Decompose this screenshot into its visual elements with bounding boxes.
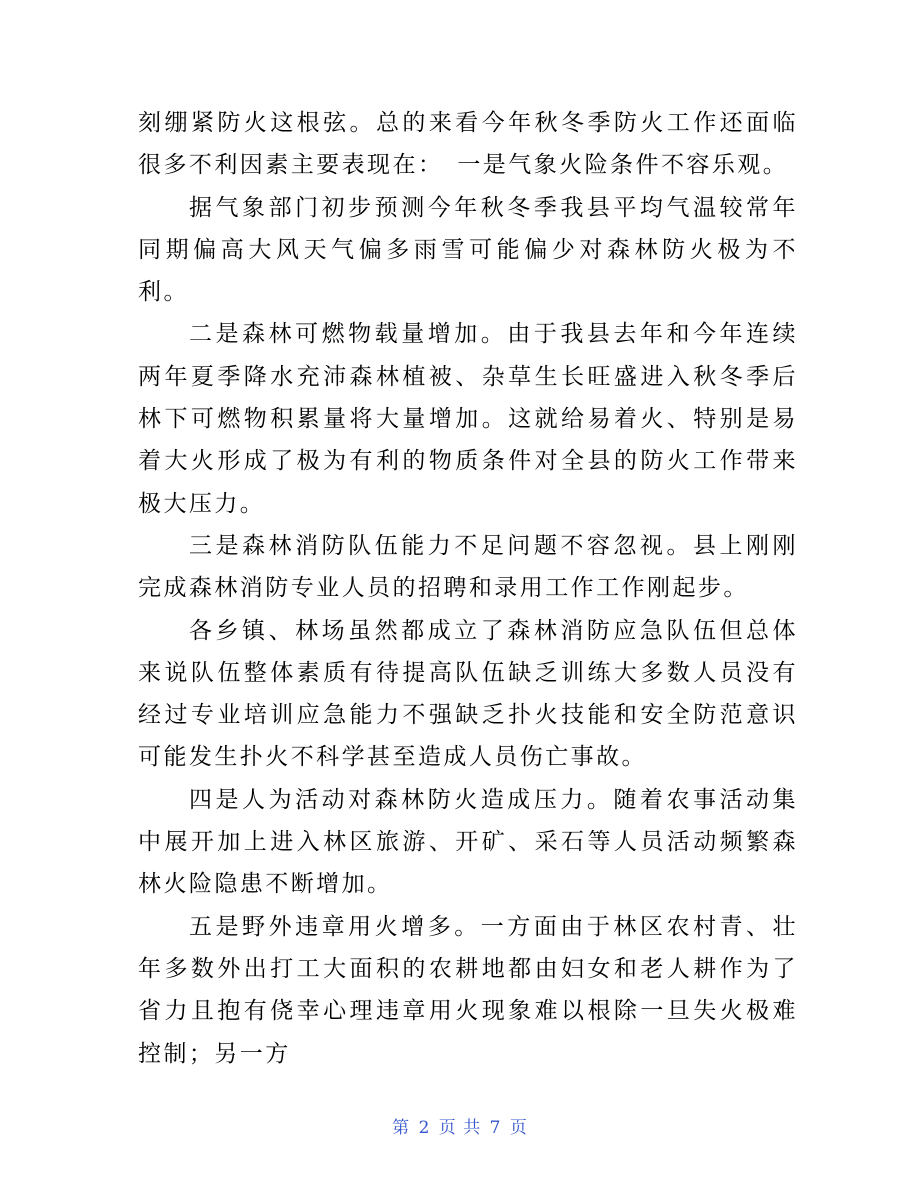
footer-page-number: 2 [418, 1118, 431, 1138]
footer-total-pages: 7 [489, 1118, 502, 1138]
footer-middle: 页 共 [438, 1118, 482, 1138]
paragraph-6: 四是人为活动对森林防火造成压力。随着农事活动集中展开加上进入林区旅游、开矿、采石等人员活动频繁森林火险隐患不断增加。 [138, 786, 798, 898]
document-body [138, 102, 798, 1075]
footer-suffix: 页 [509, 1118, 528, 1138]
paragraph-3: 二是森林可燃物载量增加。由于我县去年和今年连续两年夏季降水充沛森林植被、杂草生长旺盛进入秋冬季后林下可燃物积累量将大量增加。这就给易着火、特别是易着大火形成了极为有利的物质条件对全县的防火工作带来极大压力。 [138, 321, 798, 517]
footer-prefix: 第 [392, 1118, 411, 1138]
paragraph-1: 刻绷紧防火这根弦。总的来看今年秋冬季防火工作还面临很多不利因素主要表现在： 一是气象火险条件不容乐观。 [138, 110, 798, 179]
paragraph-7: 五是野外违章用火增多。一方面由于林区农村青、壮年多数外出打工大面积的农耕地都由妇女和老人耕作为了省力且抱有侥幸心理违章用火现象难以根除一旦失火极难控制；另一方 [138, 913, 798, 1067]
paragraph-5: 各乡镇、林场虽然都成立了森林消防应急队伍但总体来说队伍整体素质有待提高队伍缺乏训练大多数人员没有经过专业培训应急能力不强缺乏扑火技能和安全防范意识可能发生扑火不科学甚至造成人员伤亡事故。 [138, 617, 798, 771]
paragraph-4: 三是森林消防队伍能力不足问题不容忽视。县上刚刚完成森林消防专业人员的招聘和录用工作工作刚起步。 [138, 532, 798, 602]
page-footer [0, 1113, 920, 1138]
paragraph-2: 据气象部门初步预测今年秋冬季我县平均气温较常年同期偏高大风天气偏多雨雪可能偏少对森林防火极为不利。 [138, 194, 798, 306]
